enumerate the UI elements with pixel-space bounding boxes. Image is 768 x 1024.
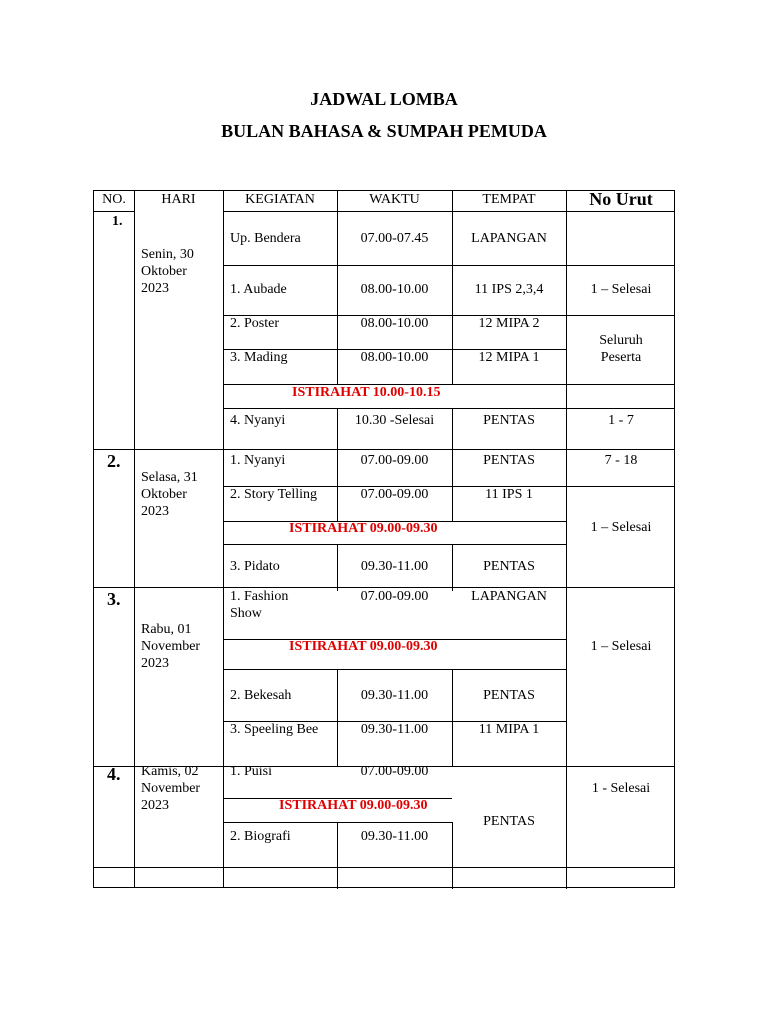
kegiatan-cell: Up. Bendera <box>230 231 301 246</box>
tempat-cell: 11 MIPA 1 <box>478 722 540 737</box>
no-urut-cell: Seluruh Peserta <box>599 333 643 365</box>
kegiatan-cell: 3. Pidato <box>230 559 280 574</box>
col-divider-kegiatan-d <box>337 669 338 767</box>
tempat-cell: 12 MIPA 2 <box>478 316 540 331</box>
kegiatan-cell: 2. Bekesah <box>230 688 292 703</box>
document-title: JADWAL LOMBA <box>310 89 458 109</box>
header-waktu: WAKTU <box>369 192 420 207</box>
tempat-cell: 12 MIPA 1 <box>478 350 540 365</box>
header-tempat: TEMPAT <box>482 192 536 207</box>
waktu-cell: 09.30-11.00 <box>360 559 429 574</box>
col-divider-no <box>134 191 135 887</box>
day-date: Rabu, 01 November 2023 <box>141 622 201 671</box>
break-label: ISTIRAHAT 09.00-09.30 <box>289 639 438 654</box>
kegiatan-cell: 1. Puisi <box>230 764 273 779</box>
waktu-cell: 08.00-10.00 <box>360 282 429 297</box>
document-subtitle: BULAN BAHASA & SUMPAH PEMUDA <box>221 121 547 141</box>
tempat-cell: LAPANGAN <box>471 589 547 604</box>
no-urut-cell: 7 - 18 <box>604 453 638 468</box>
schedule-table <box>93 190 675 888</box>
waktu-cell: 09.30-11.00 <box>360 722 429 737</box>
waktu-cell: 10.30 -Selesai <box>354 413 435 428</box>
waktu-cell: 08.00-10.00 <box>360 316 429 331</box>
day-number: 2. <box>107 451 121 471</box>
kegiatan-cell: 1. Fashion Show <box>230 589 289 621</box>
day-date: Senin, 30 Oktober 2023 <box>141 247 194 296</box>
no-urut-cell: 1 – Selesai <box>590 282 652 297</box>
kegiatan-cell: 3. Mading <box>230 350 288 365</box>
break-label: ISTIRAHAT 10.00-10.15 <box>292 385 441 400</box>
header-no: NO. <box>102 192 126 207</box>
no-urut-cell: 1 – Selesai <box>590 520 652 535</box>
kegiatan-cell: 2. Story Telling <box>230 487 318 502</box>
waktu-cell: 08.00-10.00 <box>360 350 429 365</box>
tempat-cell: PENTAS <box>483 453 535 468</box>
tempat-cell: PENTAS <box>483 688 535 703</box>
kegiatan-cell: 2. Biografi <box>230 829 291 844</box>
waktu-cell: 09.30-11.00 <box>360 688 429 703</box>
kegiatan-cell: 3. Speeling Bee <box>230 722 319 737</box>
day-number: 4. <box>107 764 121 784</box>
tempat-cell: LAPANGAN <box>471 231 547 246</box>
no-urut-cell: 1 – Selesai <box>590 639 652 654</box>
day-date: Selasa, 31 Oktober 2023 <box>141 470 198 519</box>
header-no-urut: No Urut <box>589 189 653 209</box>
waktu-cell: 07.00-09.00 <box>360 453 429 468</box>
tempat-cell: PENTAS <box>483 413 535 428</box>
header-hari: HARI <box>161 192 196 207</box>
day-date: Kamis, 02 November 2023 <box>141 764 201 813</box>
waktu-cell: 09.30-11.00 <box>360 829 429 844</box>
col-divider-waktu-e <box>452 822 453 889</box>
waktu-cell: 07.00-09.00 <box>360 589 429 604</box>
tempat-cell: 11 IPS 2,3,4 <box>474 282 544 297</box>
kegiatan-cell: 1. Aubade <box>230 282 287 297</box>
waktu-cell: 07.00-09.00 <box>360 487 429 502</box>
waktu-cell: 07.00-07.45 <box>360 231 429 246</box>
tempat-cell: PENTAS <box>483 559 535 574</box>
day-number: 1. <box>112 214 123 229</box>
break-label: ISTIRAHAT 09.00-09.30 <box>279 798 428 813</box>
header-kegiatan: KEGIATAN <box>245 192 315 207</box>
col-divider-hari <box>223 191 224 887</box>
tempat-cell: PENTAS <box>483 814 535 829</box>
kegiatan-cell: 1. Nyanyi <box>230 453 286 468</box>
no-urut-cell: 1 - 7 <box>608 413 634 428</box>
kegiatan-cell: 2. Poster <box>230 316 279 331</box>
waktu-cell: 07.00-09.00 <box>360 764 429 779</box>
no-urut-cell: 1 - Selesai <box>591 781 651 796</box>
day-number: 3. <box>107 589 121 609</box>
col-divider-waktu-d <box>452 669 453 767</box>
break-label: ISTIRAHAT 09.00-09.30 <box>289 521 438 536</box>
kegiatan-cell: 4. Nyanyi <box>230 413 286 428</box>
tempat-cell: 11 IPS 1 <box>485 487 533 502</box>
